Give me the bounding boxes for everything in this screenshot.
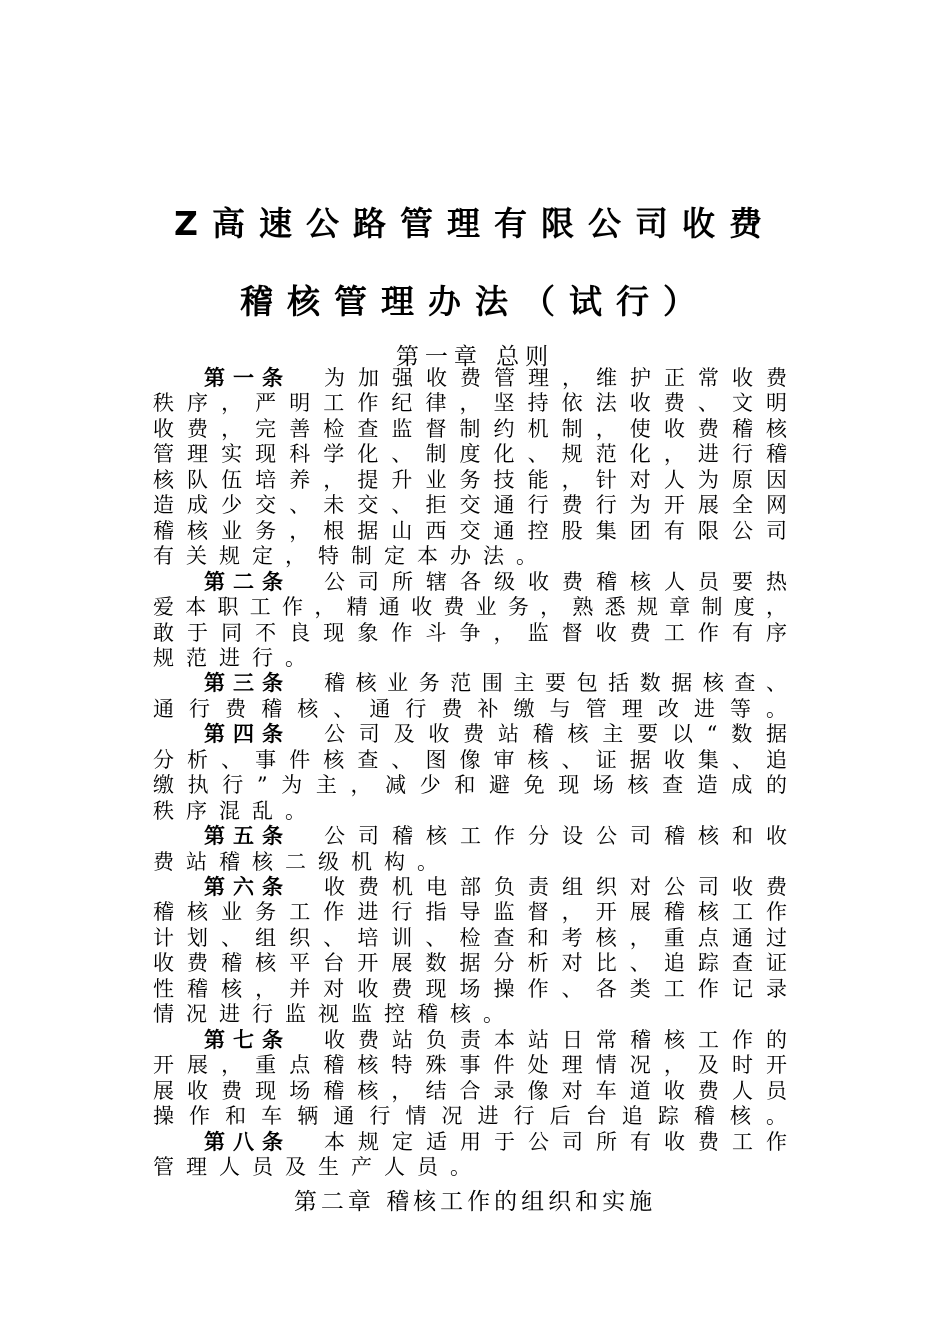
article-first-line <box>204 671 787 696</box>
article-text: 本规定适用于公司所有收费工作 <box>324 1129 787 1154</box>
document-title-line-1: Z高速公路管理有限公司收费 <box>174 204 776 243</box>
article-first-line <box>204 824 787 849</box>
article-label: 第五条 <box>204 824 291 849</box>
article-label: 第六条 <box>204 875 291 899</box>
article-line: 操作和车辆通行情况进行后台追踪稽核。 <box>153 1104 787 1129</box>
article-line: 秩序混乱。 <box>153 798 318 823</box>
article-text: 收费机电部负责组织对公司收费 <box>324 875 787 899</box>
article-first-line <box>204 1130 787 1155</box>
article-first-line <box>204 1028 787 1053</box>
article-text: 公司所辖各级收费稽核人员要热 <box>324 569 787 594</box>
chapter-1-heading: 第一章 总则 <box>395 344 555 370</box>
article-line: 收费稽核平台开展数据分析对比、追踪查证 <box>153 951 787 976</box>
article-text: 收费站负责本站日常稽核工作的 <box>324 1027 787 1052</box>
article-line: 管理人员及生产人员。 <box>153 1154 483 1179</box>
article-label: 第四条 <box>204 722 291 747</box>
article-line: 性稽核，并对收费现场操作、各类工作记录 <box>153 976 787 1001</box>
article-line: 规范进行。 <box>153 645 318 670</box>
article-line: 展收费现场稽核，结合录像对车道收费人员 <box>153 1078 787 1103</box>
article-line: 收费，完善检查监督制约机制，使收费稽核 <box>153 416 787 441</box>
article-line: 计划、组织、培训、检查和考核，重点通过 <box>153 925 787 950</box>
article-line: 敢于同不良现象作斗争，监督收费工作有序 <box>153 620 787 645</box>
article-label: 第七条 <box>204 1027 291 1052</box>
article-line: 造成少交、未交、拒交通行费行为开展全网 <box>153 493 787 518</box>
article-first-line <box>204 875 787 900</box>
article-line: 管理实现科学化、制度化、规范化，进行稽 <box>153 442 787 467</box>
article-line: 稽核业务，根据山西交通控股集团有限公司 <box>153 518 787 543</box>
article-text: 公司稽核工作分设公司稽核和收 <box>324 824 787 849</box>
article-line: 通行费稽核、通行费补缴与管理改进等。 <box>153 696 787 721</box>
article-text: 公司及收费站稽核主要以“数据 <box>324 722 787 747</box>
article-label: 第二条 <box>204 569 291 594</box>
article-line: 情况进行监视监控稽核。 <box>153 1002 516 1027</box>
article-first-line <box>204 570 787 595</box>
article-line: 核队伍培养，提升业务技能，针对人为原因 <box>153 467 787 492</box>
article-first-line <box>204 722 787 747</box>
article-first-line <box>204 366 787 391</box>
article-label: 第一条 <box>204 366 291 390</box>
chapter-2-heading: 第二章 稽核工作的组织和实施 <box>293 1189 657 1215</box>
article-line: 稽核业务工作进行指导监督，开展稽核工作 <box>153 900 787 925</box>
article-text: 为加强收费管理，维护正常收费 <box>324 366 787 390</box>
article-line: 爱本职工作，精通收费业务，熟悉规章制度， <box>153 595 787 620</box>
article-label: 第三条 <box>204 671 291 696</box>
article-line: 有关规定，特制定本办法。 <box>153 544 549 569</box>
article-label: 第八条 <box>204 1129 291 1154</box>
document-title-line-2: 稽核管理办法（试行） <box>240 282 710 321</box>
article-line: 缴执行”为主，减少和避免现场核查造成的 <box>153 773 787 798</box>
article-line: 秩序，严明工作纪律，坚持依法收费、文明 <box>153 391 787 416</box>
article-line: 开展，重点稽核特殊事件处理情况，及时开 <box>153 1053 787 1078</box>
article-line: 分析、事件核查、图像审核、证据收集、追 <box>153 747 787 772</box>
article-text: 稽核业务范围主要包括数据核查、 <box>324 671 787 696</box>
article-line: 费站稽核二级机构。 <box>153 849 450 874</box>
